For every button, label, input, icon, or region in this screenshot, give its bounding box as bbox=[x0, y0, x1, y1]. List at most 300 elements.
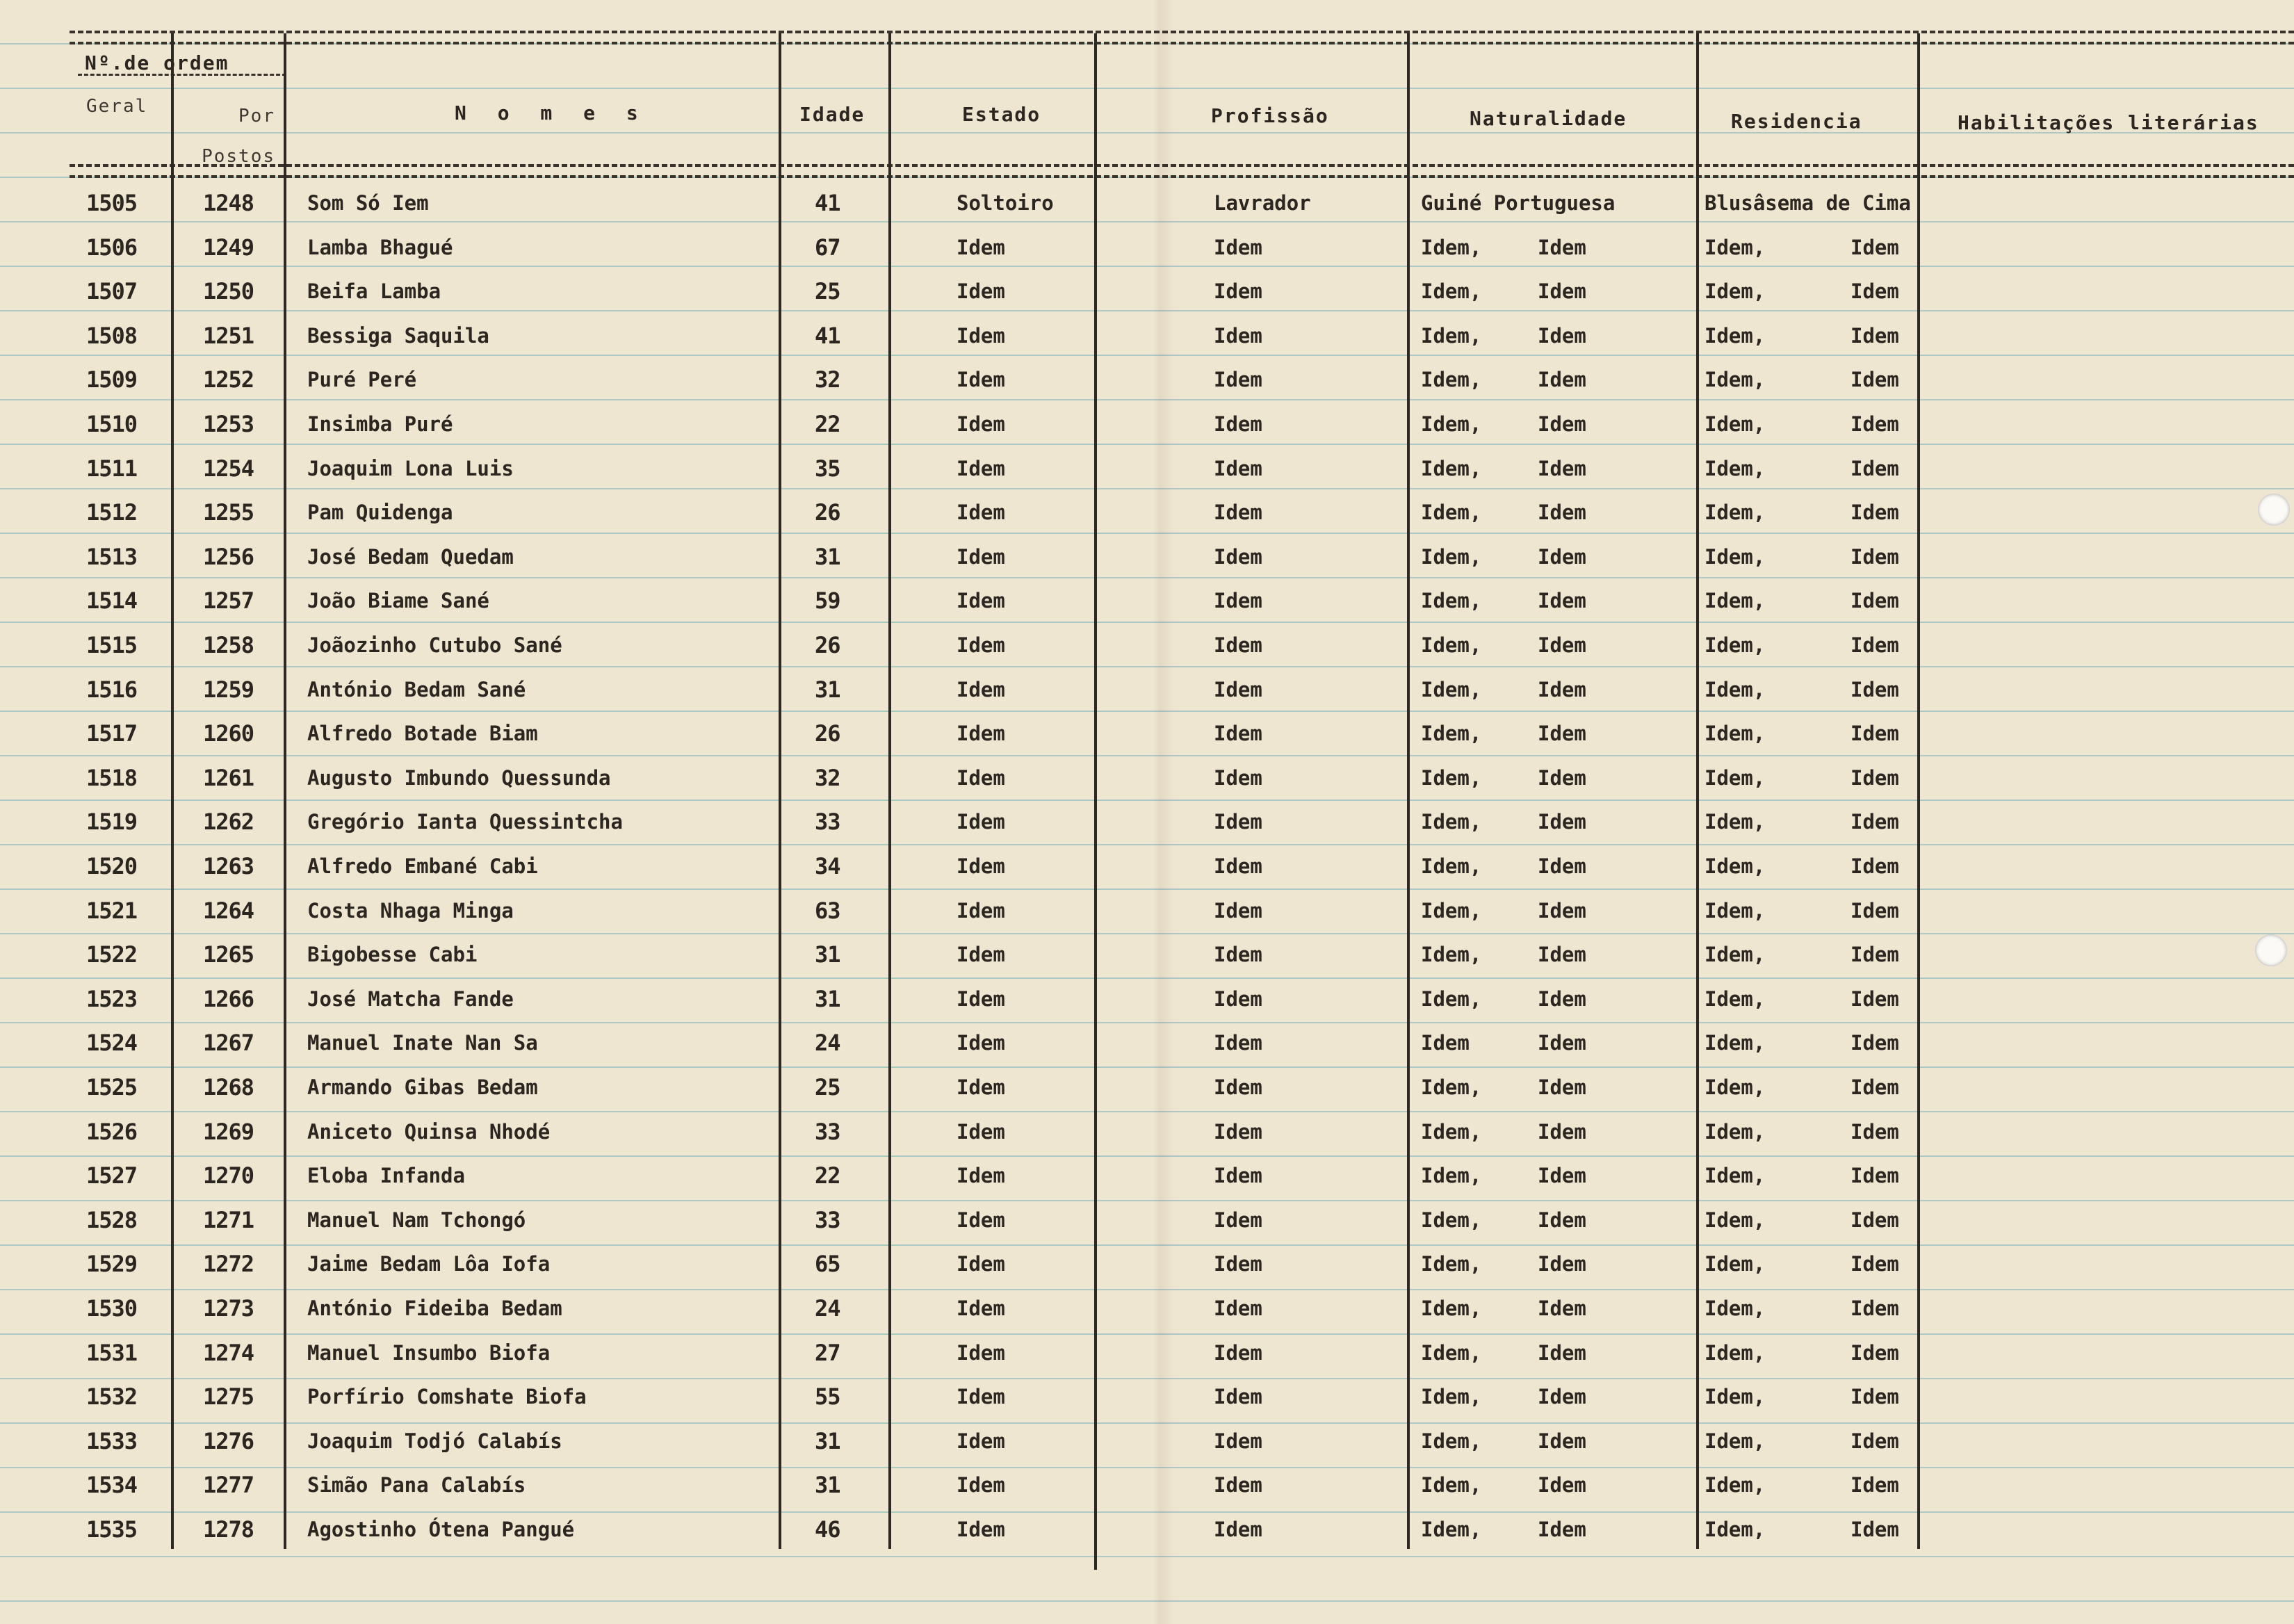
cell-profissao: Idem bbox=[1214, 279, 1262, 304]
cell-profissao: Idem bbox=[1214, 765, 1262, 790]
cell-residencia-b: Idem bbox=[1850, 1252, 1899, 1276]
cell-residencia-b: Idem bbox=[1850, 1340, 1899, 1365]
header-ordem: Nº.de ordem bbox=[85, 51, 229, 74]
cell-naturalidade-b: Idem bbox=[1538, 412, 1586, 436]
cell-residencia-b: Idem bbox=[1850, 1164, 1899, 1188]
cell-posto: 1255 bbox=[203, 499, 254, 526]
cell-geral: 1517 bbox=[86, 720, 138, 747]
cell-residencia-b: Idem bbox=[1850, 544, 1899, 569]
cell-idade: 26 bbox=[815, 499, 840, 526]
cell-idade: 24 bbox=[815, 1295, 840, 1322]
cell-idade: 34 bbox=[815, 853, 840, 879]
cell-nome: Puré Peré bbox=[307, 368, 417, 392]
cell-geral: 1531 bbox=[86, 1339, 138, 1366]
cell-profissao: Idem bbox=[1214, 677, 1262, 701]
cell-nome: Alfredo Embané Cabi bbox=[307, 854, 538, 878]
cell-idade: 22 bbox=[815, 1162, 840, 1189]
cell-geral: 1518 bbox=[86, 764, 138, 791]
cell-posto: 1267 bbox=[203, 1030, 254, 1057]
cell-naturalidade-b: Idem bbox=[1538, 854, 1586, 878]
header-naturalidade: Naturalidade bbox=[1470, 107, 1627, 130]
cell-profissao: Idem bbox=[1214, 1075, 1262, 1099]
cell-geral: 1524 bbox=[86, 1030, 138, 1057]
table-row bbox=[0, 845, 2294, 887]
cell-posto: 1265 bbox=[203, 941, 254, 968]
cell-residencia-a: Idem, bbox=[1705, 633, 1766, 657]
cell-posto: 1249 bbox=[203, 234, 254, 261]
cell-naturalidade-b: Idem bbox=[1538, 986, 1586, 1011]
cell-posto: 1277 bbox=[203, 1472, 254, 1499]
table-row bbox=[0, 624, 2294, 666]
table-row bbox=[0, 757, 2294, 799]
cell-estado: Idem bbox=[957, 1518, 1005, 1541]
cell-estado: Idem bbox=[957, 765, 1005, 790]
cell-geral: 1525 bbox=[86, 1074, 138, 1101]
cell-residencia-b: Idem bbox=[1850, 501, 1899, 525]
cell-residencia-a: Idem, bbox=[1705, 1297, 1766, 1320]
cell-estado: Idem bbox=[957, 1340, 1005, 1365]
cell-idade: 33 bbox=[815, 1206, 840, 1233]
table-row bbox=[0, 1420, 2294, 1462]
header-profissao: Profissão bbox=[1211, 104, 1329, 127]
cell-residencia-b: Idem bbox=[1850, 898, 1899, 923]
cell-geral: 1527 bbox=[86, 1162, 138, 1189]
cell-naturalidade-b: Idem bbox=[1538, 1429, 1586, 1453]
cell-naturalidade-b: Idem bbox=[1538, 589, 1586, 613]
cell-nome: Augusto Imbundo Quessunda bbox=[307, 765, 611, 790]
table-row bbox=[0, 713, 2294, 754]
cell-residencia-b: Idem bbox=[1850, 943, 1899, 967]
cell-estado: Idem bbox=[957, 1208, 1005, 1232]
cell-residencia-a: Idem, bbox=[1705, 279, 1766, 304]
table-row bbox=[0, 580, 2294, 622]
cell-residencia-a: Idem, bbox=[1705, 368, 1766, 392]
header-nomes: N o m e s bbox=[455, 102, 648, 124]
cell-estado: Idem bbox=[957, 1385, 1005, 1409]
cell-idade: 26 bbox=[815, 720, 840, 747]
cell-idade: 25 bbox=[815, 278, 840, 305]
cell-idade: 32 bbox=[815, 764, 840, 791]
cell-residencia-a: Idem, bbox=[1705, 544, 1766, 569]
cell-estado: Idem bbox=[957, 986, 1005, 1011]
cell-naturalidade-a: Idem, bbox=[1421, 1075, 1482, 1099]
cell-residencia-a: Idem, bbox=[1705, 1252, 1766, 1276]
cell-residencia-b: Idem bbox=[1850, 323, 1899, 348]
cell-idade: 63 bbox=[815, 897, 840, 924]
cell-nome: Bigobesse Cabi bbox=[307, 943, 478, 967]
cell-nome: José Matcha Fande bbox=[307, 986, 514, 1011]
cell-naturalidade-b: Idem bbox=[1538, 1340, 1586, 1365]
cell-idade: 27 bbox=[815, 1339, 840, 1366]
cell-naturalidade-a: Idem, bbox=[1421, 1518, 1482, 1541]
cell-residencia-a: Idem, bbox=[1705, 323, 1766, 348]
cell-residencia-a: Idem, bbox=[1705, 1385, 1766, 1409]
cell-estado: Idem bbox=[957, 1429, 1005, 1453]
cell-residencia-b: Idem bbox=[1850, 1518, 1899, 1541]
cell-residencia-a: Idem, bbox=[1705, 898, 1766, 923]
cell-naturalidade-b: Idem bbox=[1538, 1208, 1586, 1232]
cell-residencia-b: Idem bbox=[1850, 235, 1899, 259]
cell-naturalidade-a: Idem, bbox=[1421, 854, 1482, 878]
cell-nome: Joãozinho Cutubo Sané bbox=[307, 633, 562, 657]
cell-naturalidade-a: Idem, bbox=[1421, 501, 1482, 525]
cell-idade: 31 bbox=[815, 941, 840, 968]
cell-profissao: Idem bbox=[1214, 1164, 1262, 1188]
cell-estado: Idem bbox=[957, 368, 1005, 392]
header-residencia: Residencia bbox=[1731, 110, 1862, 133]
cell-geral: 1511 bbox=[86, 455, 138, 482]
cell-naturalidade-b: Idem bbox=[1538, 1473, 1586, 1497]
cell-geral: 1533 bbox=[86, 1427, 138, 1454]
cell-idade: 55 bbox=[815, 1383, 840, 1411]
cell-residencia-b: Idem bbox=[1850, 810, 1899, 834]
table-row bbox=[0, 934, 2294, 975]
cell-residencia-b: Idem bbox=[1850, 722, 1899, 746]
table-row bbox=[0, 448, 2294, 489]
cell-nome: Pam Quidenga bbox=[307, 501, 453, 525]
cell-geral: 1521 bbox=[86, 897, 138, 924]
cell-geral: 1532 bbox=[86, 1383, 138, 1411]
cell-estado: Idem bbox=[957, 456, 1005, 480]
cell-nome: António Fideiba Bedam bbox=[307, 1297, 562, 1320]
table-row bbox=[0, 1022, 2294, 1064]
cell-profissao: Idem bbox=[1214, 412, 1262, 436]
cell-residencia-b: Idem bbox=[1850, 986, 1899, 1011]
cell-naturalidade-a: Idem, bbox=[1421, 544, 1482, 569]
cell-idade: 31 bbox=[815, 1472, 840, 1499]
cell-residencia-a: Idem, bbox=[1705, 1031, 1766, 1055]
cell-residencia-a: Idem, bbox=[1705, 810, 1766, 834]
cell-residencia-b: Idem bbox=[1850, 1429, 1899, 1453]
cell-residencia-b: Idem bbox=[1850, 279, 1899, 304]
header-rule bbox=[70, 164, 2294, 178]
cell-idade: 41 bbox=[815, 190, 840, 216]
cell-naturalidade-b: Idem bbox=[1538, 456, 1586, 480]
cell-residencia-a: Idem, bbox=[1705, 456, 1766, 480]
cell-nome: Bessiga Saquila bbox=[307, 323, 489, 348]
cell-naturalidade-b: Idem bbox=[1538, 1385, 1586, 1409]
cell-geral: 1512 bbox=[86, 499, 138, 526]
cell-estado: Idem bbox=[957, 323, 1005, 348]
cell-residencia-a: Idem, bbox=[1705, 722, 1766, 746]
cell-residencia-a: Idem, bbox=[1705, 1429, 1766, 1453]
header-idade: Idade bbox=[799, 103, 865, 126]
cell-residencia-a: Idem, bbox=[1705, 1119, 1766, 1144]
cell-naturalidade-a: Idem, bbox=[1421, 677, 1482, 701]
cell-residencia-b: Idem bbox=[1850, 633, 1899, 657]
table-row bbox=[0, 1199, 2294, 1241]
cell-residencia-a: Idem, bbox=[1705, 235, 1766, 259]
top-rule bbox=[70, 31, 2294, 44]
table-row bbox=[0, 1464, 2294, 1506]
cell-nome: Gregório Ianta Quessintcha bbox=[307, 810, 623, 834]
cell-estado: Idem bbox=[957, 722, 1005, 746]
cell-geral: 1520 bbox=[86, 853, 138, 879]
cell-naturalidade-a: Idem, bbox=[1421, 1119, 1482, 1144]
cell-geral: 1529 bbox=[86, 1251, 138, 1278]
cell-estado: Idem bbox=[957, 279, 1005, 304]
cell-posto: 1261 bbox=[203, 764, 254, 791]
cell-geral: 1514 bbox=[86, 587, 138, 615]
cell-profissao: Idem bbox=[1214, 368, 1262, 392]
cell-residencia-a: Idem, bbox=[1705, 501, 1766, 525]
cell-profissao: Idem bbox=[1214, 323, 1262, 348]
cell-naturalidade-a: Idem, bbox=[1421, 722, 1482, 746]
cell-naturalidade-b: Idem bbox=[1538, 898, 1586, 923]
cell-residencia-b: Idem bbox=[1850, 1473, 1899, 1497]
cell-naturalidade-b: Idem bbox=[1538, 368, 1586, 392]
cell-posto: 1253 bbox=[203, 411, 254, 437]
cell-estado: Idem bbox=[957, 1297, 1005, 1320]
cell-posto: 1250 bbox=[203, 278, 254, 305]
cell-idade: 41 bbox=[815, 322, 840, 349]
cell-idade: 67 bbox=[815, 234, 840, 261]
cell-naturalidade-b: Idem bbox=[1538, 544, 1586, 569]
cell-profissao: Idem bbox=[1214, 456, 1262, 480]
cell-posto: 1275 bbox=[203, 1383, 254, 1411]
cell-residencia-a: Idem, bbox=[1705, 1208, 1766, 1232]
cell-geral: 1508 bbox=[86, 322, 138, 349]
cell-idade: 33 bbox=[815, 809, 840, 836]
cell-residencia-b: Idem bbox=[1850, 456, 1899, 480]
cell-residencia-a: Idem, bbox=[1705, 677, 1766, 701]
cell-residencia-b: Idem bbox=[1850, 1297, 1899, 1320]
cell-residencia-a: Idem, bbox=[1705, 1164, 1766, 1188]
cell-profissao: Idem bbox=[1214, 1031, 1262, 1055]
cell-residencia-a: Idem, bbox=[1705, 765, 1766, 790]
cell-geral: 1505 bbox=[86, 190, 138, 216]
cell-residencia-a: Idem, bbox=[1705, 412, 1766, 436]
cell-estado: Idem bbox=[957, 501, 1005, 525]
cell-nome: Armando Gibas Bedam bbox=[307, 1075, 538, 1099]
cell-idade: 46 bbox=[815, 1516, 840, 1543]
cell-profissao: Idem bbox=[1214, 943, 1262, 967]
cell-residencia-b: Idem bbox=[1850, 1385, 1899, 1409]
cell-residencia-a: Idem, bbox=[1705, 943, 1766, 967]
table-row bbox=[0, 270, 2294, 312]
cell-naturalidade-b: Idem bbox=[1538, 323, 1586, 348]
table-row bbox=[0, 978, 2294, 1020]
cell-profissao: Idem bbox=[1214, 1340, 1262, 1365]
cell-geral: 1523 bbox=[86, 985, 138, 1012]
cell-nome: Costa Nhaga Minga bbox=[307, 898, 514, 923]
cell-estado: Idem bbox=[957, 589, 1005, 613]
cell-geral: 1506 bbox=[86, 234, 138, 261]
cell-nome: Manuel Inate Nan Sa bbox=[307, 1031, 538, 1055]
cell-naturalidade-b: Idem bbox=[1538, 1252, 1586, 1276]
cell-residencia-a: Idem, bbox=[1705, 986, 1766, 1011]
cell-geral: 1534 bbox=[86, 1472, 138, 1499]
cell-nome: Manuel Insumbo Biofa bbox=[307, 1340, 551, 1365]
cell-nome: Porfírio Comshate Biofa bbox=[307, 1385, 587, 1409]
cell-residencia-b: Idem bbox=[1850, 368, 1899, 392]
cell-geral: 1516 bbox=[86, 676, 138, 703]
cell-naturalidade-a: Idem, bbox=[1421, 235, 1482, 259]
cell-residencia-a: Idem, bbox=[1705, 1075, 1766, 1099]
cell-posto: 1264 bbox=[203, 897, 254, 924]
cell-estado: Idem bbox=[957, 1473, 1005, 1497]
cell-naturalidade-b: Idem bbox=[1538, 677, 1586, 701]
cell-residencia-b: Idem bbox=[1850, 1119, 1899, 1144]
punch-hole bbox=[2258, 494, 2290, 526]
cell-naturalidade-a: Idem, bbox=[1421, 986, 1482, 1011]
table-row bbox=[0, 1111, 2294, 1153]
table-row bbox=[0, 182, 2294, 224]
cell-nome: António Bedam Sané bbox=[307, 677, 526, 701]
cell-naturalidade-b: Idem bbox=[1538, 765, 1586, 790]
cell-nome: Eloba Infanda bbox=[307, 1164, 465, 1188]
cell-idade: 24 bbox=[815, 1030, 840, 1057]
cell-naturalidade-b: Idem bbox=[1538, 1119, 1586, 1144]
cell-naturalidade-a: Idem, bbox=[1421, 810, 1482, 834]
cell-naturalidade-b: Idem bbox=[1538, 722, 1586, 746]
header-por-postos: Por Postos bbox=[202, 106, 275, 167]
cell-residencia-b: Idem bbox=[1850, 677, 1899, 701]
table-row bbox=[0, 669, 2294, 710]
cell-posto: 1254 bbox=[203, 455, 254, 482]
table-row bbox=[0, 890, 2294, 932]
cell-posto: 1276 bbox=[203, 1427, 254, 1454]
cell-nome: Simão Pana Calabís bbox=[307, 1473, 526, 1497]
cell-naturalidade-a: Idem, bbox=[1421, 279, 1482, 304]
cell-naturalidade-a: Idem, bbox=[1421, 1473, 1482, 1497]
table-row bbox=[0, 1243, 2294, 1285]
table-row bbox=[0, 227, 2294, 268]
table-row bbox=[0, 1376, 2294, 1418]
cell-estado: Idem bbox=[957, 810, 1005, 834]
cell-idade: 31 bbox=[815, 1427, 840, 1454]
cell-naturalidade-b: Idem bbox=[1538, 1031, 1586, 1055]
cell-residencia-a: Idem, bbox=[1705, 854, 1766, 878]
cell-geral: 1513 bbox=[86, 543, 138, 570]
cell-profissao: Idem bbox=[1214, 501, 1262, 525]
cell-posto: 1278 bbox=[203, 1516, 254, 1543]
header-geral: Geral bbox=[86, 96, 148, 117]
cell-geral: 1528 bbox=[86, 1206, 138, 1233]
cell-residencia-a: Idem, bbox=[1705, 1340, 1766, 1365]
table-row bbox=[0, 359, 2294, 400]
cell-nome: Beifa Lamba bbox=[307, 279, 441, 304]
cell-residencia-a: Blusâsema de Cima bbox=[1705, 191, 1911, 215]
table-row bbox=[0, 1155, 2294, 1196]
cell-naturalidade-a: Idem, bbox=[1421, 589, 1482, 613]
cell-nome: Alfredo Botade Biam bbox=[307, 722, 538, 746]
cell-naturalidade-b: Idem bbox=[1538, 279, 1586, 304]
table-row bbox=[0, 801, 2294, 843]
cell-posto: 1256 bbox=[203, 543, 254, 570]
cell-estado: Idem bbox=[957, 854, 1005, 878]
cell-estado: Idem bbox=[957, 898, 1005, 923]
table-row bbox=[0, 1509, 2294, 1550]
cell-profissao: Idem bbox=[1214, 544, 1262, 569]
cell-residencia-a: Idem, bbox=[1705, 1518, 1766, 1541]
cell-naturalidade-a: Idem, bbox=[1421, 943, 1482, 967]
cell-estado: Idem bbox=[957, 1031, 1005, 1055]
cell-naturalidade-b: Idem bbox=[1538, 810, 1586, 834]
cell-residencia-b: Idem bbox=[1850, 1208, 1899, 1232]
cell-naturalidade-a: Guiné Portuguesa bbox=[1421, 191, 1616, 215]
cell-naturalidade-a: Idem, bbox=[1421, 633, 1482, 657]
cell-idade: 31 bbox=[815, 543, 840, 570]
cell-posto: 1259 bbox=[203, 676, 254, 703]
cell-residencia-b: Idem bbox=[1850, 412, 1899, 436]
cell-profissao: Idem bbox=[1214, 633, 1262, 657]
cell-geral: 1507 bbox=[86, 278, 138, 305]
cell-naturalidade-b: Idem bbox=[1538, 633, 1586, 657]
table-row bbox=[0, 492, 2294, 533]
cell-naturalidade-b: Idem bbox=[1538, 1075, 1586, 1099]
cell-posto: 1251 bbox=[203, 322, 254, 349]
table-row bbox=[0, 1066, 2294, 1108]
cell-idade: 33 bbox=[815, 1118, 840, 1145]
cell-posto: 1257 bbox=[203, 587, 254, 615]
cell-naturalidade-a: Idem bbox=[1421, 1031, 1470, 1055]
cell-profissao: Idem bbox=[1214, 722, 1262, 746]
cell-nome: João Biame Sané bbox=[307, 589, 489, 613]
cell-nome: Joaquim Lona Luis bbox=[307, 456, 514, 480]
cell-profissao: Idem bbox=[1214, 1473, 1262, 1497]
cell-nome: Jaime Bedam Lôa Iofa bbox=[307, 1252, 551, 1276]
cell-naturalidade-a: Idem, bbox=[1421, 1297, 1482, 1320]
cell-nome: Aniceto Quinsa Nhodé bbox=[307, 1119, 551, 1144]
table-row bbox=[0, 403, 2294, 445]
cell-residencia-b: Idem bbox=[1850, 765, 1899, 790]
cell-geral: 1510 bbox=[86, 411, 138, 437]
cell-naturalidade-a: Idem, bbox=[1421, 1208, 1482, 1232]
header-habilitacoes: Habilitações literárias bbox=[1958, 111, 2259, 134]
cell-profissao: Idem bbox=[1214, 854, 1262, 878]
cell-estado: Idem bbox=[957, 1119, 1005, 1144]
cell-posto: 1262 bbox=[203, 809, 254, 836]
cell-naturalidade-b: Idem bbox=[1538, 501, 1586, 525]
cell-residencia-b: Idem bbox=[1850, 1031, 1899, 1055]
cell-idade: 35 bbox=[815, 455, 840, 482]
cell-idade: 31 bbox=[815, 985, 840, 1012]
cell-posto: 1270 bbox=[203, 1162, 254, 1189]
cell-nome: Manuel Nam Tchongó bbox=[307, 1208, 526, 1232]
table-row bbox=[0, 315, 2294, 357]
cell-geral: 1522 bbox=[86, 941, 138, 968]
cell-residencia-b: Idem bbox=[1850, 1075, 1899, 1099]
cell-geral: 1519 bbox=[86, 809, 138, 836]
cell-naturalidade-a: Idem, bbox=[1421, 456, 1482, 480]
cell-naturalidade-b: Idem bbox=[1538, 1297, 1586, 1320]
cell-naturalidade-a: Idem, bbox=[1421, 368, 1482, 392]
cell-naturalidade-a: Idem, bbox=[1421, 412, 1482, 436]
cell-nome: Insimba Puré bbox=[307, 412, 453, 436]
cell-profissao: Idem bbox=[1214, 1297, 1262, 1320]
cell-posto: 1273 bbox=[203, 1295, 254, 1322]
cell-nome: Lamba Bhagué bbox=[307, 235, 453, 259]
cell-posto: 1274 bbox=[203, 1339, 254, 1366]
cell-nome: Agostinho Ótena Pangué bbox=[307, 1518, 575, 1541]
cell-nome: Som Só Iem bbox=[307, 191, 429, 215]
cell-naturalidade-b: Idem bbox=[1538, 1164, 1586, 1188]
cell-naturalidade-b: Idem bbox=[1538, 1518, 1586, 1541]
cell-profissao: Idem bbox=[1214, 1252, 1262, 1276]
cell-idade: 26 bbox=[815, 632, 840, 658]
cell-posto: 1258 bbox=[203, 632, 254, 658]
header-estado: Estado bbox=[962, 103, 1041, 126]
cell-geral: 1509 bbox=[86, 366, 138, 393]
cell-posto: 1263 bbox=[203, 853, 254, 879]
cell-profissao: Idem bbox=[1214, 235, 1262, 259]
cell-nome: José Bedam Quedam bbox=[307, 544, 514, 569]
cell-naturalidade-a: Idem, bbox=[1421, 898, 1482, 923]
cell-profissao: Idem bbox=[1214, 898, 1262, 923]
cell-naturalidade-a: Idem, bbox=[1421, 1340, 1482, 1365]
cell-posto: 1248 bbox=[203, 190, 254, 216]
